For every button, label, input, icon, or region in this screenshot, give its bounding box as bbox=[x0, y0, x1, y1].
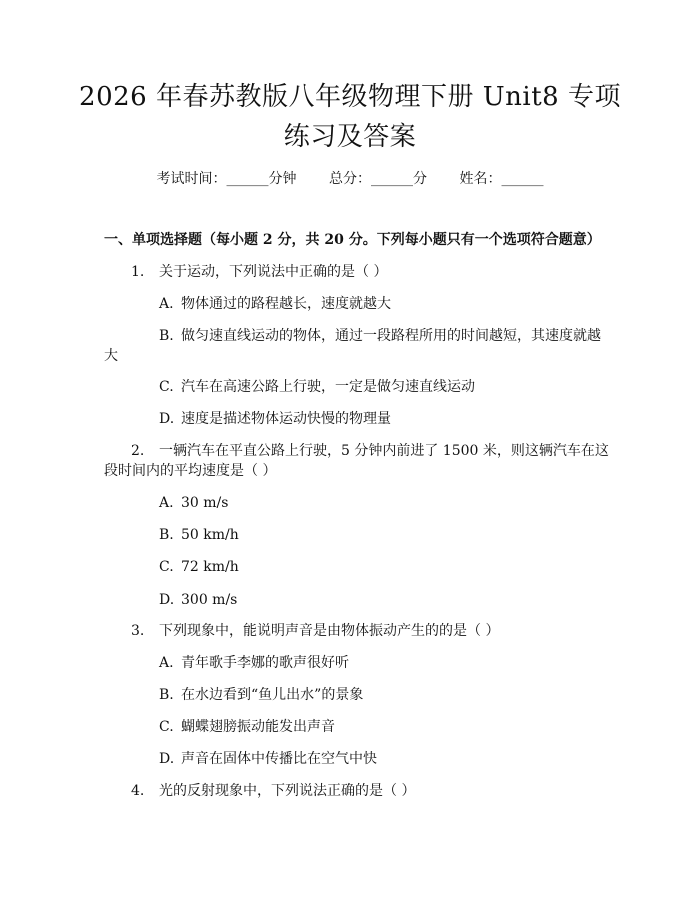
option-letter: D. bbox=[159, 411, 175, 427]
question-3-option-c bbox=[159, 717, 335, 737]
option-letter: B. bbox=[159, 527, 174, 543]
option-letter: B. bbox=[159, 687, 174, 703]
question-2-option-c bbox=[159, 557, 239, 577]
student-name-field: 姓名：______ bbox=[459, 171, 544, 187]
question-text: 光的反射现象中，下列说法正确的是（ ） bbox=[159, 783, 416, 799]
question-1-option-d bbox=[159, 409, 391, 429]
question-number: 3. bbox=[131, 623, 145, 639]
question-number: 2. bbox=[131, 443, 145, 459]
document-title-line-2: 练习及答案 bbox=[283, 122, 417, 152]
question-text: 关于运动，下列说法中正确的是（ ） bbox=[159, 264, 388, 280]
option-letter: D. bbox=[159, 592, 175, 608]
question-1-option-c bbox=[159, 377, 475, 397]
option-letter: B. bbox=[159, 328, 174, 344]
total-score-field: 总分：______分 bbox=[329, 171, 427, 187]
option-text: 72 km/h bbox=[181, 559, 239, 575]
question-3 bbox=[131, 621, 499, 641]
document-title-line-1: 2026 年春苏教版八年级物理下册 Unit8 专项 bbox=[79, 82, 621, 112]
question-2-option-a bbox=[159, 493, 228, 513]
option-text: 速度是描述物体运动快慢的物理量 bbox=[181, 411, 391, 427]
question-3-option-b bbox=[159, 685, 363, 705]
option-text: 汽车在高速公路上行驶，一定是做匀速直线运动 bbox=[181, 379, 475, 395]
option-letter: C. bbox=[159, 559, 174, 575]
question-2 bbox=[131, 441, 609, 461]
option-text: 蝴蝶翅膀振动能发出声音 bbox=[181, 719, 335, 735]
question-text: 下列现象中，能说明声音是由物体振动产生的的是（ ） bbox=[159, 623, 500, 639]
option-text: 青年歌手李娜的歌声很好听 bbox=[181, 655, 349, 671]
option-text: 在水边看到“鱼儿出水”的景象 bbox=[181, 687, 364, 703]
question-3-option-a bbox=[159, 653, 349, 673]
question-3-option-d bbox=[159, 749, 377, 769]
option-text: 300 m/s bbox=[181, 592, 238, 608]
option-letter: C. bbox=[159, 719, 174, 735]
option-letter: C. bbox=[159, 379, 174, 395]
question-text: 一辆汽车在平直公路上行驶，5 分钟内前进了 1500 米，则这辆汽车在这 bbox=[159, 443, 609, 459]
option-text: 物体通过的路程越长，速度就越大 bbox=[181, 296, 391, 312]
question-2-option-d bbox=[159, 590, 237, 610]
question-1 bbox=[131, 262, 387, 282]
question-number: 4. bbox=[131, 783, 145, 799]
option-letter: A. bbox=[159, 495, 174, 511]
option-text: 声音在固体中传播比在空气中快 bbox=[181, 751, 377, 767]
question-1-option-a bbox=[159, 294, 391, 314]
option-text: 50 km/h bbox=[181, 527, 239, 543]
option-letter: A. bbox=[159, 296, 174, 312]
exam-info bbox=[0, 168, 700, 188]
option-text: 做匀速直线运动的物体，通过一段路程所用的时间越短，其速度就越 bbox=[181, 328, 601, 344]
question-2-continuation: 段时间内的平均速度是（ ） bbox=[104, 463, 277, 479]
question-1-option-b bbox=[159, 326, 601, 346]
option-letter: A. bbox=[159, 655, 174, 671]
question-1-option-b-continuation: 大 bbox=[104, 348, 118, 364]
question-number: 1. bbox=[131, 264, 145, 280]
question-2-option-b bbox=[159, 525, 239, 545]
exam-time-field: 考试时间：______分钟 bbox=[156, 171, 297, 187]
option-text: 30 m/s bbox=[181, 495, 229, 511]
section-heading: 一、单项选择题（每小题 2 分，共 20 分。下列每小题只有一个选项符合题意） bbox=[104, 232, 601, 248]
question-4 bbox=[131, 781, 415, 801]
option-letter: D. bbox=[159, 751, 175, 767]
